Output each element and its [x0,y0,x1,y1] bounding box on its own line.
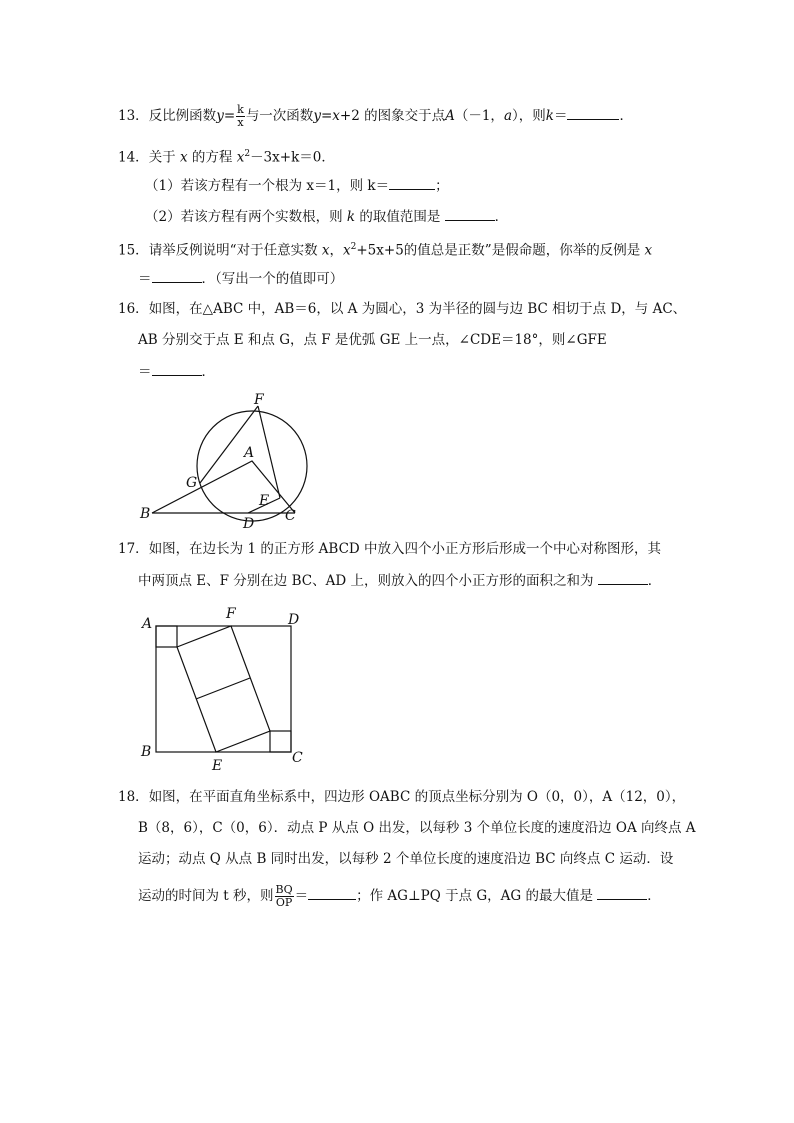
question-18: 18．如图，在平面直角坐标系中，四边形 OABC 的顶点坐标分别为 O（0，0），A（12，0）， [118,789,686,805]
question-14: 14．关于 x 的方程 $x^2-3x+k=0$． [118,149,335,166]
q14-part-1: （1）若该方程有一个根为 x＝1，则 k＝ ； [145,175,449,196]
q16-label-g: G [186,475,198,491]
q17-line-2: 中两顶点 E、F 分别在边 BC、AD 上，则放入的四个小正方形的面积之和为 ． [138,570,661,591]
q17-label-c: C [292,750,303,766]
q18-number: 18． [118,789,149,805]
q13-number: 13． [118,108,149,124]
q17-label-b: B [141,744,152,760]
question-17: 17．如图，在边长为 1 的正方形 ABCD 中放入四个小正方形后形成一个中心对称图形，其 [118,541,662,557]
q17-small-square-top [156,626,177,647]
q16-label-f: F [254,392,264,408]
q17-middle-divider [196,678,250,699]
q18-line-3: 运动；动点 Q 从点 B 同时出发，以每秒 2 个单位长度的速度沿边 BC 向终点 C 运动．设 [138,851,674,867]
q17-number: 17． [118,541,149,557]
q14-number: 14． [118,149,149,166]
q17-outer-square [156,626,291,752]
question-15: 15．请举反例说明“对于任意实数 x，$x^2+5x+5$的值总是正数”是假命题，你举的反例是 x [118,242,653,259]
question-16: 16．如图，在△ABC 中，AB＝6，以 A 为圆心，3 为半径的圆与边 BC 相切于点 D，与 AC、 [118,301,687,317]
q16-label-c: C [285,508,296,524]
q16-figure [130,388,320,530]
q17-label-a: A [142,616,153,632]
q16-answer-blank[interactable] [152,361,202,376]
q14-part-2: （2）若该方程有两个实数根，则 k 的取值范围是 ． [145,206,508,227]
q18-answer-blank-2[interactable] [597,885,647,900]
q18-line-4: 运动的时间为 t 秒，则 $\frac{BQ}{OP}$ ＝ ；作 AG⊥PQ 于点 G，AG 的最大值是 ． [138,883,661,909]
q17-answer-blank[interactable] [598,570,648,585]
q15-number: 15． [118,242,149,259]
q14-part2-answer-blank[interactable] [445,206,495,221]
q13-answer-blank[interactable] [567,105,619,120]
question-13: 13．反比例函数y= $\frac{k}{x}$ 与一次函数y=x+2 的图象交于点A（－1，a），则k＝ ． [118,103,633,129]
q18-fraction: $\frac{BQ}{OP}$ [275,883,293,909]
q15-answer-blank[interactable] [152,268,202,283]
q16-label-d: D [243,516,255,530]
q13-fraction: $\frac{k}{x}$ [237,103,244,129]
q14-part1-answer-blank[interactable] [389,175,435,190]
q16-segment-fe [258,406,280,498]
q16-label-e: E [259,493,270,509]
q17-label-d: D [288,612,300,628]
q17-figure [136,606,316,776]
q17-small-square-bottom [270,731,291,752]
q18-line-2: B（8，6），C（0，6）．动点 P 从点 O 出发，以每秒 3 个单位长度的速度沿边 OA 向终点 A [138,820,696,836]
q16-label-a: A [244,445,255,461]
q17-label-f: F [226,606,236,622]
q16-line-2: AB 分别交于点 E 和点 G，点 F 是优弧 GE 上一点，∠CDE＝18°，则∠GFE [138,332,607,348]
q16-number: 16． [118,301,149,317]
q18-answer-blank-1[interactable] [308,885,356,900]
q17-label-e: E [212,758,223,774]
q15-line-2: ＝ ．（写出一个的值即可） [138,268,343,289]
q16-line-3: ＝ ． [138,361,215,382]
q17-tilted-squares [177,626,270,752]
q16-label-b: B [140,506,151,522]
